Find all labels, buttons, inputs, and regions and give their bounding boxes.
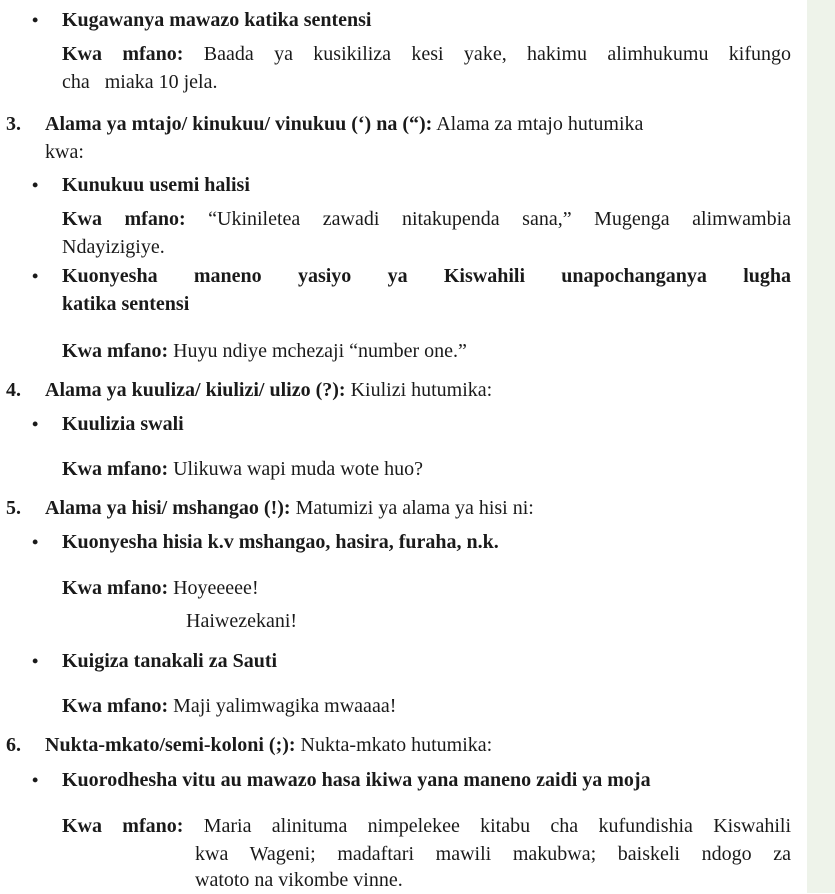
bullet-heading: Kuorodhesha vitu au mawazo hasa ikiwa yana maneno zaidi ya moja <box>62 769 651 791</box>
example-text: Ulikuwa wapi muda wote huo? <box>173 458 424 480</box>
bullet-heading: Kuulizia swali <box>62 413 184 435</box>
section-heading: Nukta-mkato/semi-koloni (;): <box>45 734 296 756</box>
example-label: Kwa mfano: <box>62 458 169 480</box>
section-heading-line <box>45 494 534 522</box>
bullet-heading: Kuonyesha hisia k.v mshangao, hasira, furaha, n.k. <box>62 531 499 553</box>
section-intro: Alama za mtajo hutumika <box>436 113 644 135</box>
bullet-heading: Kunukuu usemi halisi <box>62 174 250 196</box>
example-label: Kwa mfano: <box>62 340 169 362</box>
section-intro: Kiulizi hutumika: <box>350 379 493 401</box>
example-label: Kwa mfano: <box>62 695 169 717</box>
example-line <box>62 205 791 233</box>
example-text: Baada ya kusikiliza kesi yake, hakimu alimhukumu kifungo <box>203 43 791 65</box>
example-label: Kwa mfano: <box>62 815 184 837</box>
page-side-strip <box>807 0 835 893</box>
example-text-continued: watoto na vikombe vinne. <box>195 869 403 891</box>
bullet-heading: Kuonyesha maneno yasiyo ya Kiswahili unapochanganya lugha <box>62 265 791 287</box>
section-heading-line <box>45 376 492 404</box>
section-number: 4. <box>6 379 21 401</box>
section-intro: Matumizi ya alama ya hisi ni: <box>295 497 534 519</box>
section-heading: Alama ya kuuliza/ kiulizi/ ulizo (?): <box>45 379 346 401</box>
bullet-marker: • <box>32 266 39 286</box>
example-text: Maji yalimwagika mwaaaa! <box>173 695 397 717</box>
example-line <box>62 337 467 365</box>
bullet-marker: • <box>32 532 39 552</box>
example-text-continued: Haiwezekani! <box>186 610 298 632</box>
section-heading-line <box>45 110 643 138</box>
example-text: Hoyeeeee! <box>173 577 259 599</box>
bullet-heading: Kuigiza tanakali za Sauti <box>62 650 278 672</box>
bullet-marker: • <box>32 175 39 195</box>
example-text-continued: kwa Wageni; madaftari mawili makubwa; baiskeli ndogo za <box>195 843 791 865</box>
bullet-marker: • <box>32 770 39 790</box>
example-line <box>62 455 423 483</box>
example-line <box>62 574 259 602</box>
section-number: 5. <box>6 497 21 519</box>
example-text: Huyu ndiye mchezaji “number one.” <box>173 340 467 362</box>
bullet-heading-continued: katika sentensi <box>62 293 190 315</box>
section-number: 3. <box>6 113 21 135</box>
section-heading-line <box>45 731 492 759</box>
example-text-continued: Ndayizigiye. <box>62 236 165 258</box>
example-line <box>62 40 791 68</box>
section-heading: Alama ya hisi/ mshangao (!): <box>45 497 291 519</box>
example-text: Maria alinituma nimpelekee kitabu cha kufundishia Kiswahili <box>203 815 792 837</box>
example-label: Kwa mfano: <box>62 577 169 599</box>
section-intro-continued: kwa: <box>45 141 84 163</box>
section-intro: Nukta-mkato hutumika: <box>300 734 493 756</box>
example-text-continued: cha miaka 10 jela. <box>62 71 218 93</box>
example-line <box>62 692 396 720</box>
bullet-marker: • <box>32 10 39 30</box>
section-heading: Alama ya mtajo/ kinukuu/ vinukuu (‘) na (“): <box>45 113 433 135</box>
bullet-marker: • <box>32 651 39 671</box>
example-label: Kwa mfano: <box>62 43 184 65</box>
example-label: Kwa mfano: <box>62 208 186 230</box>
example-line <box>62 812 791 840</box>
bullet-heading: Kugawanya mawazo katika sentensi <box>62 9 372 31</box>
section-number: 6. <box>6 734 21 756</box>
example-text: “Ukiniletea zawadi nitakupenda sana,” Mugenga alimwambia <box>208 208 791 230</box>
bullet-marker: • <box>32 414 39 434</box>
